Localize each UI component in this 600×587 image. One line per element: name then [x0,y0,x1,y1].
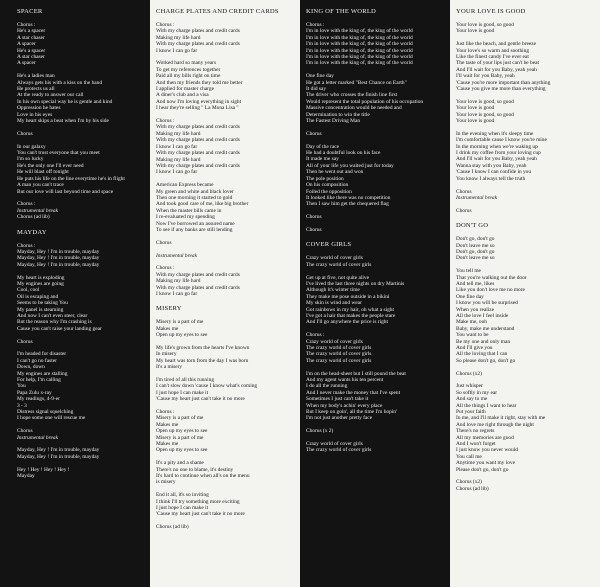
lyric-line: He's the only one I'll ever need [17,162,84,169]
lyric-line: All the love I feel inside [456,312,509,319]
lyric-line: It's a misery [156,364,183,371]
lyric-line: I'm comfortable cause I know you're mine [456,137,547,144]
lyric-line: Then I saw him get the chequered flag [306,201,389,208]
lyric-line: End it all, it's so inviting [156,492,209,499]
song-title: KING OF THE WORLD [306,8,377,15]
lyric-line: They make me pose outside in a bikini [306,293,390,300]
lyric-line: The crazy world of cover girls [306,357,372,364]
lyric-line: I'm in love with the king of, the king of the world [306,34,413,41]
lyric-line: I'm in love with the king of, the king of the world [306,41,413,48]
lyric-line: Your love is good, so good [456,98,514,105]
lyric-line: My engines are going [17,280,64,287]
lyric-line: With my charge plates and credit cards [156,150,240,157]
song-title: DON'T GO [456,222,489,230]
lyric-line: And I'll wait for you Baby, yeah yeah [456,66,537,73]
lyric-line: It's hard to continue when all's on the menu [156,473,250,480]
lyric-line: For help, I'm calling [17,377,61,384]
lyric-line: Your love is good, so good [456,22,514,28]
lyric-line: But our love will last beyond time and space [17,188,114,195]
lyric-line: I just hope I can make it [156,389,209,396]
song-title: COVER GIRLS [306,241,352,249]
lyric-line: Mayday, Hey ! I'm in trouble, mayday [17,453,100,460]
lyric-line: On his composition [306,182,349,189]
lyric-line: I'm in love with the king of, the king of the world [306,60,413,67]
lyric-line: With my charge plates and credit cards [156,28,240,35]
lyric-line: I've got a hair that makes the people stare [306,312,396,319]
lyric-line: Chorus (x2) [456,479,482,486]
lyric-line: Chorus (ad lib) [17,214,50,221]
lyric-line: Open up my eyes to see [156,428,208,435]
lyric-line: 'Cause you give me more than everything [456,86,546,93]
lyric-line: In his own special way he is gentle and kind [17,98,113,105]
lyric-line: Your love's so warm and soothing [456,47,530,54]
lyric-line: The taste of your lips just can't be beat [456,60,540,67]
lyric-line: There's no one to blame, it's destiny [156,466,234,473]
lyric-line: Chorus (x 2) [306,428,334,435]
lyric-line: I'm not just another pretty face [306,415,373,422]
lyric-line: He will blast off tonight [17,169,69,176]
lyric-line: Open up my eyes to see [156,447,208,454]
lyric-line: With my charge plates and credit cards [156,271,240,278]
lyric-line: And now I can't even steer, clear [17,312,88,319]
lyric-line: I do all the running [306,383,348,390]
lyric-line: I just know you never would [456,447,518,454]
lyric-line: I'll wait for you Baby, yeah [456,73,515,80]
lyric-line: I know you will be surprised [456,300,518,307]
lyric-line: And I'll go anywhere the price is right [306,319,388,326]
lyric-line: He's a spacer [17,47,46,54]
lyrics-column-1 [0,0,150,587]
lyric-line: A man you can't trace [17,182,64,189]
lyric-line: And I'll wait for you Baby, yeah yeah [456,156,537,163]
lyric-line: But I keep on goin', all the time I'm hopin' [306,409,397,416]
lyric-line: It's a pity and a shame [156,460,204,467]
lyric-line: is misery [156,479,176,486]
lyric-line: And love me right through the night [456,421,534,428]
lyric-line: At the ready to answer our call [17,92,84,99]
lyric-line: Paid all my bills right on time [156,73,221,80]
lyric-line: Chorus (x2) [456,370,482,377]
lyric-line: Worked hard so many years [156,60,217,67]
lyric-line: Chorus : [156,118,175,125]
lyric-line: Like the finest candy I've ever eat [456,54,529,61]
lyric-line: Papa Zulu x-ray [17,389,52,396]
lyric-line: And I won't forget [456,441,496,448]
lyric-line: With my charge plates and credit cards [156,137,240,144]
lyric-line: I'm in love with the king of, the king of the world [306,54,413,61]
lyric-line: I just hope I can make it [156,505,209,512]
song-block [456,8,594,214]
lyric-line: Then he went out and won [306,169,364,176]
lyric-line: Oil is escaping and [17,293,59,300]
lyric-line: Cause you can't raise your landing gear [17,325,102,332]
lyric-line: I know I can go far [156,169,198,176]
song-title: SPACER [17,8,43,15]
lyric-line: And I'll give you [456,345,493,351]
song-block [156,8,294,297]
lyric-line: Chorus [156,239,172,246]
lyric-line: Chorus : [156,265,175,272]
lyric-line: It looked like there was no competition [306,194,391,201]
lyric-line: I know I can go far [156,143,198,150]
lyric-line: Make me, ooh [456,319,487,326]
lyric-line: I drink my coffee from your loving cup [456,150,541,157]
lyric-line: Mayday, Hey ! I'm in trouble, mayday [17,248,100,255]
lyric-line: 'Cause I know I can confide in you [456,169,532,176]
lyric-line: And now I'm loving everything in sight [156,98,242,105]
lyric-line: Chorus (ad lib) [456,485,489,492]
lyric-line: It did say [306,86,327,93]
lyric-line: With my charge plates and credit cards [156,124,240,131]
lyric-line: To get my references together [156,66,221,73]
song-title: MAYDAY [17,228,47,236]
lyric-line: My heart is exploding [17,274,65,281]
lyric-line: You call me [456,453,482,460]
lyric-line: When my body's achin' every place [306,402,383,409]
lyric-line: Please don't go, don't go [456,466,509,473]
lyric-line: Instrumental break [17,434,58,441]
lyric-line: The crazy world of cover girls [306,351,372,358]
lyric-line: Open up my eyes to see [156,332,208,339]
lyric-line: Making my life hard [156,34,201,41]
lyric-line: Mayday, Hey ! I'm in trouble, mayday [17,261,100,268]
lyric-line: One fine day [456,293,484,300]
lyric-line: 'Cause my heart just can't take it no more [156,396,245,403]
lyric-line: My green and white and black lover [156,188,234,195]
lyric-line: One fine day [306,73,334,80]
lyrics-column-3 [300,0,450,587]
lyric-line: A spacer [17,60,36,67]
lyric-line: Baby, make me understand [456,325,515,332]
lyric-line: He protects us all [17,86,55,93]
lyric-line: Chorus [456,207,472,214]
lyric-line: With my charge plates and credit cards [156,162,240,169]
lyric-line: Chorus : [17,242,36,249]
lyric-line: Your love is good [456,105,495,112]
lyric-line: Crazy world of cover girls [306,338,363,345]
lyric-line: Makes me [156,325,179,332]
lyric-line: He's a spacer [17,28,46,35]
lyric-line: You can't trust everyone that you meet [17,150,100,157]
lyrics-column-4 [450,0,600,587]
lyric-line: The crazy world of cover girls [306,261,372,268]
lyric-line: So please don't go, don't go [456,357,516,364]
lyric-line: The driver who crosses the finish line first [306,92,398,99]
lyric-line: The pole position [306,175,344,182]
song-title: CHARGE PLATES AND CREDIT CARDS [156,8,279,15]
lyric-line: All the things I want to hear [456,402,517,409]
lyric-line: Instrumental break [17,207,58,214]
lyric-line: And tell me, likes [456,280,495,287]
lyric-line: You [17,383,26,390]
song-title: YOUR LOVE IS GOOD [456,8,526,15]
lyric-line: Mayday, Hey ! I'm in trouble, mayday [17,255,100,262]
lyric-line: Instrumental break [456,194,497,201]
lyric-line: Mayday, Hey ! I'm in trouble, mayday [17,447,100,454]
lyric-line: Don't go, don't go [456,236,495,243]
lyric-line: Put your faith [456,409,486,416]
lyric-line: I'm in love with the king of, the king of the world [306,28,413,35]
lyric-line: All of your life you waited just for today [306,162,394,169]
lyric-line: Making my life hard [156,130,201,137]
lyric-line: With my charge plates and credit cards [156,284,240,291]
lyric-line: Chorus [456,188,472,195]
lyric-line: I'm on the head-sheet but I still pound the beat [306,370,406,377]
lyric-line: Chorus (ad lib) [156,524,189,531]
lyric-line: 'Cause my heart just can't take it no more [156,511,245,518]
lyric-line: All the loving that I can [456,351,508,358]
lyric-line: Hey ! Hey ! Hey ! Hey ! [17,466,70,473]
lyric-line: Just whisper [456,383,483,390]
song-block [156,305,294,530]
lyric-line: My skin is wind and wear [306,300,362,307]
lyric-line: With my charge plates and credit cards [156,41,240,48]
lyric-line: I've lived the last three nights on dry Martinis [306,280,405,287]
lyric-line: When the master bills came in [156,207,222,214]
lyric-line: You tell me [456,268,481,275]
lyric-line: I know I can go far [156,290,198,297]
lyric-line: Love in his eyes [17,111,53,118]
lyric-line: Massive concentration would be needed and [306,105,402,112]
lyric-line: In the evening when it's sleepy time [456,130,534,137]
lyric-line: Misery is a part of me [156,434,204,441]
lyric-line: Day of the race [306,143,340,150]
lyric-line: I can't go no faster [17,357,57,364]
lyric-line: I think I'll try something more exciting [156,498,240,505]
lyric-line: And took good care of me, like big brother [156,201,249,208]
lyric-line: I'm tired of all this running [156,377,215,383]
lyric-line: Oppression he hates [17,105,61,112]
lyric-line: Chorus [306,226,322,233]
lyric-line: The Fastest Driving Man [306,118,361,125]
lyric-line: In me, and I'll make it right, stay with me [456,415,546,422]
lyric-line: Mayday [17,473,35,480]
lyric-line: Chorus : [156,22,175,28]
lyric-line: Anytime you want my love [456,460,515,467]
lyric-line: In the morning when we're waking up [456,143,538,150]
lyric-line: I'm in love with the king of, the king of the world [306,47,413,54]
lyric-line: I re-evaluated my spending [156,214,215,221]
lyric-line: Chorus [306,214,322,221]
lyric-line: Misery is a part of me [156,319,204,326]
lyric-line: Chorus [17,338,33,345]
lyric-line: He puts his life on the line everytime he's in flight [17,175,125,182]
lyric-line: Always gets his with a kiss on the hand [17,79,103,86]
lyric-line: Chorus [17,428,33,435]
lyric-line: My heart skips a beat when I'm by his side [17,118,109,125]
song-block [17,229,144,480]
lyric-line: Determination to win the title [306,111,370,118]
lyric-line: So softly in my ear [456,389,498,396]
lyric-line: And my agent wants his ten percent [306,377,384,383]
lyric-line: Chorus : [306,332,325,339]
lyric-line: There's no regrets [456,428,495,435]
song-block [17,8,144,221]
lyric-line: He's a ladies man [17,73,55,80]
lyric-line: Chorus [306,130,322,137]
lyric-line: My life's grown from the hearts I've known [156,344,250,351]
lyric-line: Your love is good [456,118,495,125]
lyric-line: That you're walking out the door [456,274,527,281]
lyric-line: Like you don't love me no more [456,287,525,294]
lyric-line: Misery is a part of me [156,415,204,422]
lyric-line: Then one morning it started to gold [156,194,233,201]
lyric-line: But the reason why I'm crashing is [17,319,92,326]
song-block [456,222,594,492]
lyric-line: The crazy world of cover girls [306,447,372,454]
lyric-line: A spacer [17,41,36,48]
song-block [306,241,444,454]
lyric-line: In misery [156,351,177,358]
lyric-line: Crazy world of cover girls [306,255,363,262]
lyric-line: Be my one and only man [456,338,511,345]
lyric-line: Makes me [156,421,179,428]
lyric-line: And then my friends they told me better [156,79,243,86]
lyric-line: Foiled the opposition [306,188,352,195]
lyric-line: I hope some one will rescue me [17,415,86,422]
lyric-line: He got a letter marked "Best Chance on Earth" [306,79,407,86]
lyric-line: Would represent the total population of his occupation [306,98,424,105]
lyric-line: Making my life hard [156,278,201,285]
lyric-line: In our galaxy [17,143,46,150]
lyric-line: When you realize [456,306,495,313]
lyric-line: The crazy world of cover girls [306,344,372,351]
lyric-line: I applied for master charge [156,86,214,93]
lyric-line: Cool, cool [17,287,40,294]
lyric-line: He had a doubtful look on his face [306,150,381,157]
song-title: MISERY [156,305,182,313]
lyric-line: 3 - 3 [17,402,27,409]
lyric-line: Now I've borrowed an assured name [156,220,235,227]
lyric-line: To see if any banks are still lending [156,226,233,233]
lyric-line: I can't slow down 'cause I know what's coming [156,383,258,390]
lyric-line: Don't leave me so [456,242,495,249]
lyric-line: I'm headed for disaster [17,351,67,358]
lyric-line: My heart was torn from the day I was born [156,357,249,364]
lyric-line: Seems to be taking You [17,300,68,307]
lyric-line: 'Cause you're more important than anything [456,79,551,86]
lyric-line: My engines are stalling [17,370,68,377]
lyric-line: You know I always tell the truth [456,175,526,182]
lyric-line: Chorus : [156,409,175,416]
lyric-line: Instrumental break [156,252,197,259]
lyric-line: And say to me [456,396,488,403]
lyric-line: You want to be [456,332,489,339]
lyric-line: My panel is steaming [17,306,64,313]
lyric-line: Makes me [156,441,179,448]
lyric-line: I hear they're selling " La Mona Lisa " [156,105,239,112]
lyric-line: Down, down [17,364,45,371]
lyric-line: It made me say [306,156,339,163]
lyric-line: I'm so lucky [17,156,44,163]
lyric-line: A star chaser [17,34,45,41]
lyric-line: Don't leave me so [456,255,495,262]
lyric-line: All my memories are good [456,434,514,441]
lyrics-column-2 [150,0,300,587]
lyric-line: And I never make the money that I've spent [306,389,401,396]
lyric-line: I know I can go far [156,47,198,54]
lyric-line: Although it's winter time [306,287,360,294]
lyric-line: Just like the beach, and gentle breeze [456,41,537,48]
lyric-line: Wanna stay with you Baby, yeah [456,162,527,169]
lyric-line: My readings, 4-9-er [17,396,60,403]
lyric-line: American Express became [156,182,214,189]
lyric-line: Making my life hard [156,156,201,163]
lyric-line: A diner's club and a visa [156,92,209,99]
lyric-line: A star chaser [17,54,45,61]
lyric-line: Don't go, don't go [456,248,495,255]
lyric-line: Your love is good [456,28,495,35]
lyric-line: Your love is good, so good [456,111,514,118]
lyric-line: Crazy world of cover girls [306,441,363,448]
lyric-line: Sometimes I just can't take it [306,396,369,403]
lyric-line: Chorus : [306,22,325,28]
song-block [306,8,444,233]
lyric-line: Get up at five, not quite alive [306,274,370,281]
lyric-line: Chorus : [17,22,36,28]
lyric-line: Chorus [17,130,33,137]
lyric-line: Chorus : [17,201,36,208]
lyric-line: Distress signal squelching [17,409,74,416]
lyric-line: Got rainbows in my hair, oh what a sight [306,306,394,313]
